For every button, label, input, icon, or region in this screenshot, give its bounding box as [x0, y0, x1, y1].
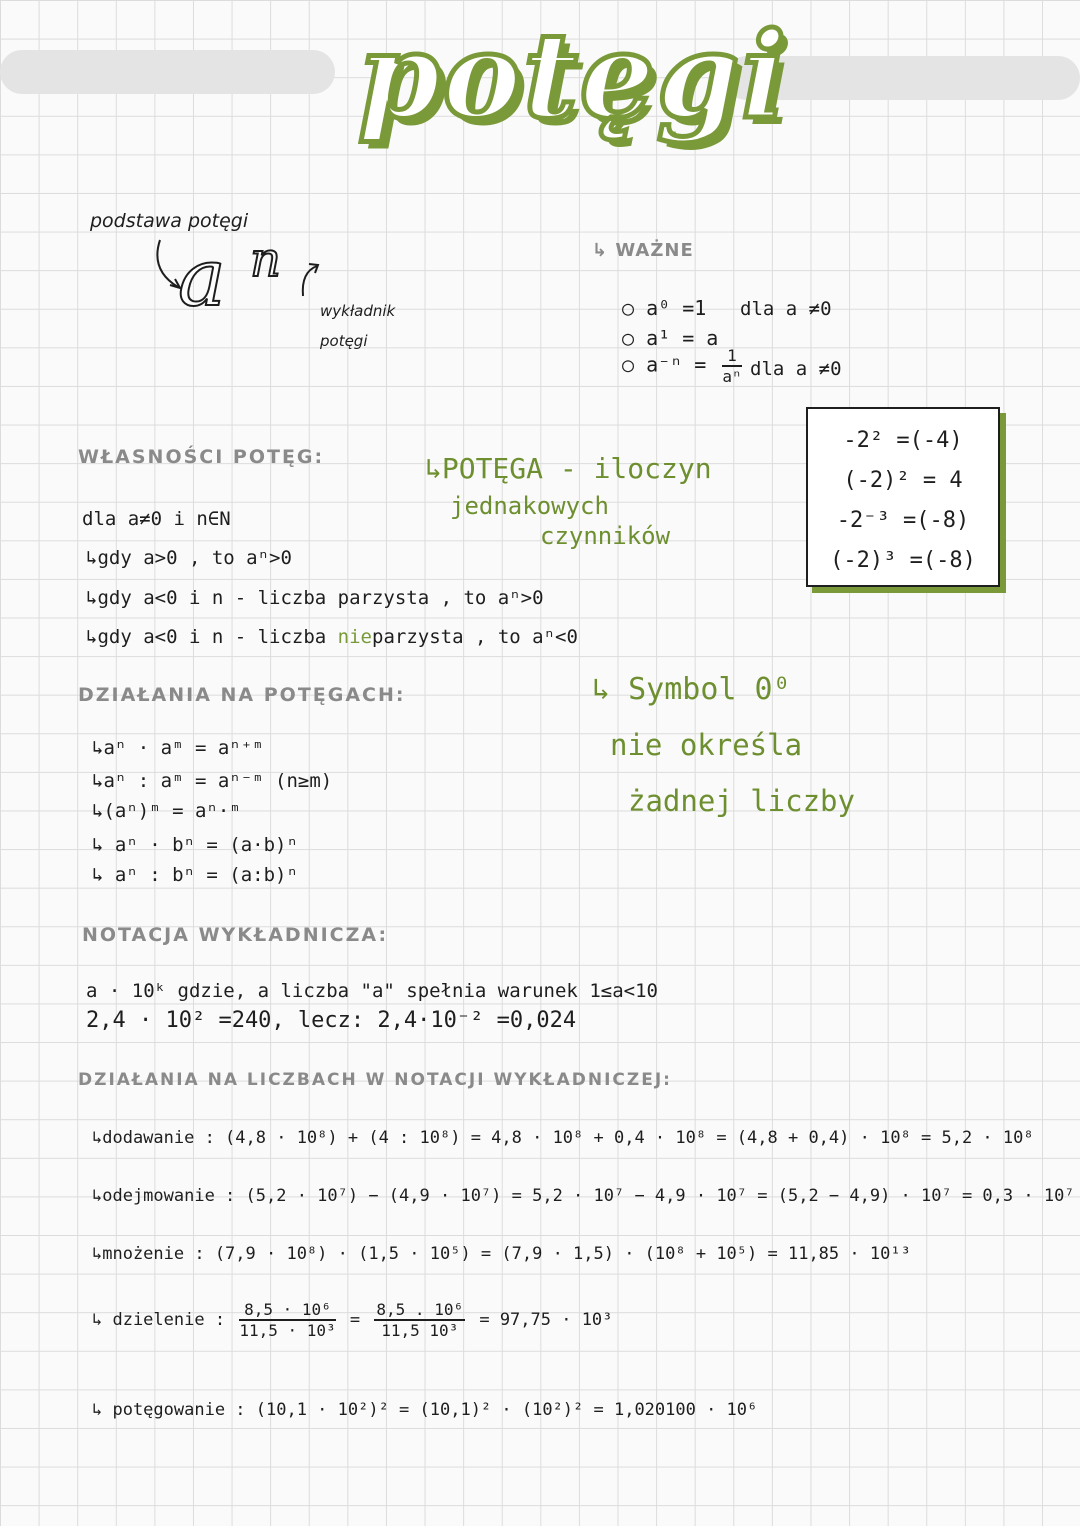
exponent-symbol: n: [250, 232, 281, 288]
exponent-arrow-icon: [295, 258, 325, 298]
operation-rule-1: ↳aⁿ · aᵐ = aⁿ⁺ᵐ: [92, 737, 264, 759]
operation-rule-3: ↳(aⁿ)ᵐ = aⁿ·ᵐ: [92, 800, 241, 822]
sci-op-division: [92, 1300, 612, 1340]
symbol-note-line-1: ↳ Symbol 0⁰: [592, 672, 791, 707]
sci-op-addition: ↳dodawanie : (4,8 · 10⁸) + (4 : 10⁸) = 4,8 · 10⁸ + 0,4 · 10⁸ = (4,8 + 0,4) · 10⁸ = 5,2 · 10⁸: [92, 1128, 1034, 1148]
notation-heading: NOTACJA WYKŁADNICZA:: [82, 924, 389, 946]
important-cond-3: dla a ≠0: [750, 358, 842, 380]
notation-line-1: a · 10ᵏ gdzie, a liczba "a" spełnia warunek 1≤a<10: [86, 980, 658, 1002]
operation-rule-5: ↳ aⁿ : bⁿ = (a:b)ⁿ: [92, 864, 298, 886]
fraction-denominator: aⁿ: [722, 367, 742, 386]
bullet-icon: ○: [622, 326, 647, 350]
example-line-1: -2² =(-4): [843, 428, 963, 453]
sci-ops-heading: DZIAŁANIA NA LICZBACH W NOTACJI WYKŁADNICZEJ:: [78, 1070, 672, 1090]
division-f2-numerator: 8,5 . 10⁶: [376, 1300, 464, 1319]
bullet-icon: ○: [622, 296, 647, 320]
notation-line-2: 2,4 · 10² =240, lecz: 2,4·10⁻² =0,024: [86, 1008, 577, 1033]
bullet-icon: ○: [622, 352, 647, 377]
division-f1-numerator: 8,5 · 10⁶: [239, 1300, 335, 1321]
important-expr-2: a¹ = a: [646, 326, 719, 350]
properties-case-2: ↳gdy a<0 i n - liczba parzysta , to aⁿ>0: [86, 587, 544, 609]
definition-line-3: czynników: [540, 522, 671, 550]
fraction-numerator: 1: [722, 346, 741, 367]
division-f1-denominator: 11,5 · 10³: [239, 1321, 336, 1340]
important-item-3: [622, 346, 746, 386]
example-line-4: (-2)³ =(-8): [830, 548, 976, 573]
important-expr-1: a⁰ =1: [646, 296, 707, 320]
properties-condition: dla a≠0 i n∈N: [82, 508, 231, 530]
base-symbol: a: [178, 231, 226, 324]
example-line-3: -2⁻³ =(-8): [836, 508, 970, 533]
exponent-label-1: wykładnik: [320, 302, 396, 320]
exponent-label-2: potęgi: [320, 332, 368, 350]
title-bar-left: [0, 50, 335, 94]
division-equals: =: [349, 1310, 361, 1330]
operations-heading: DZIAŁANIA NA POTĘGACH:: [78, 684, 406, 706]
division-f2-denominator: 11,5 10³: [381, 1321, 459, 1340]
important-expr-3: a⁻ⁿ =: [646, 352, 707, 377]
sci-op-power: ↳ potęgowanie : (10,1 · 10²)² = (10,1)² · (10²)² = 1,020100 · 10⁶: [92, 1400, 758, 1420]
sci-op-subtraction: ↳odejmowanie : (5,2 · 10⁷) − (4,9 · 10⁷) = 5,2 · 10⁷ − 4,9 · 10⁷ = (5,2 − 4,9) · 10⁷ = 0,3 · 10⁷: [92, 1186, 1075, 1206]
division-label: ↳ dzielenie :: [92, 1310, 226, 1330]
base-label: podstawa potęgi: [90, 210, 249, 232]
properties-case-3: [86, 626, 578, 648]
case-3-highlight: nie: [337, 626, 372, 648]
properties-heading: WŁASNOŚCI POTĘG:: [78, 446, 325, 468]
symbol-note-line-3: żadnej liczby: [628, 784, 855, 818]
case-3-post: parzysta , to aⁿ<0: [372, 626, 578, 648]
page-title: potęgi: [358, 6, 789, 145]
definition-line-1: ↳POTĘGA - iloczyn: [425, 452, 712, 485]
important-heading: ↳ WAŻNE: [592, 240, 694, 261]
sci-op-multiplication: ↳mnożenie : (7,9 · 10⁸) · (1,5 · 10⁵) = (7,9 · 1,5) · (10⁸ + 10⁵) = 11,85 · 10¹³: [92, 1244, 911, 1264]
division-fraction-2: [374, 1300, 465, 1340]
operation-rule-4: ↳ aⁿ · bⁿ = (a·b)ⁿ: [92, 834, 298, 856]
important-cond-1: dla a ≠0: [740, 298, 832, 320]
important-item-1: [622, 296, 706, 320]
important-fraction: [722, 346, 741, 386]
division-fraction-1: [239, 1300, 335, 1340]
properties-case-1: ↳gdy a>0 , to aⁿ>0: [86, 547, 292, 569]
examples-box: [806, 407, 1000, 587]
division-result: = 97,75 · 10³: [479, 1310, 613, 1330]
definition-line-2: jednakowych: [450, 492, 609, 520]
symbol-note-line-2: nie określa: [610, 728, 803, 762]
operation-rule-2: ↳aⁿ : aᵐ = aⁿ⁻ᵐ (n≥m): [92, 770, 333, 792]
case-3-pre: ↳gdy a<0 i n - liczba: [86, 626, 338, 648]
example-line-2: (-2)² = 4: [843, 468, 963, 493]
